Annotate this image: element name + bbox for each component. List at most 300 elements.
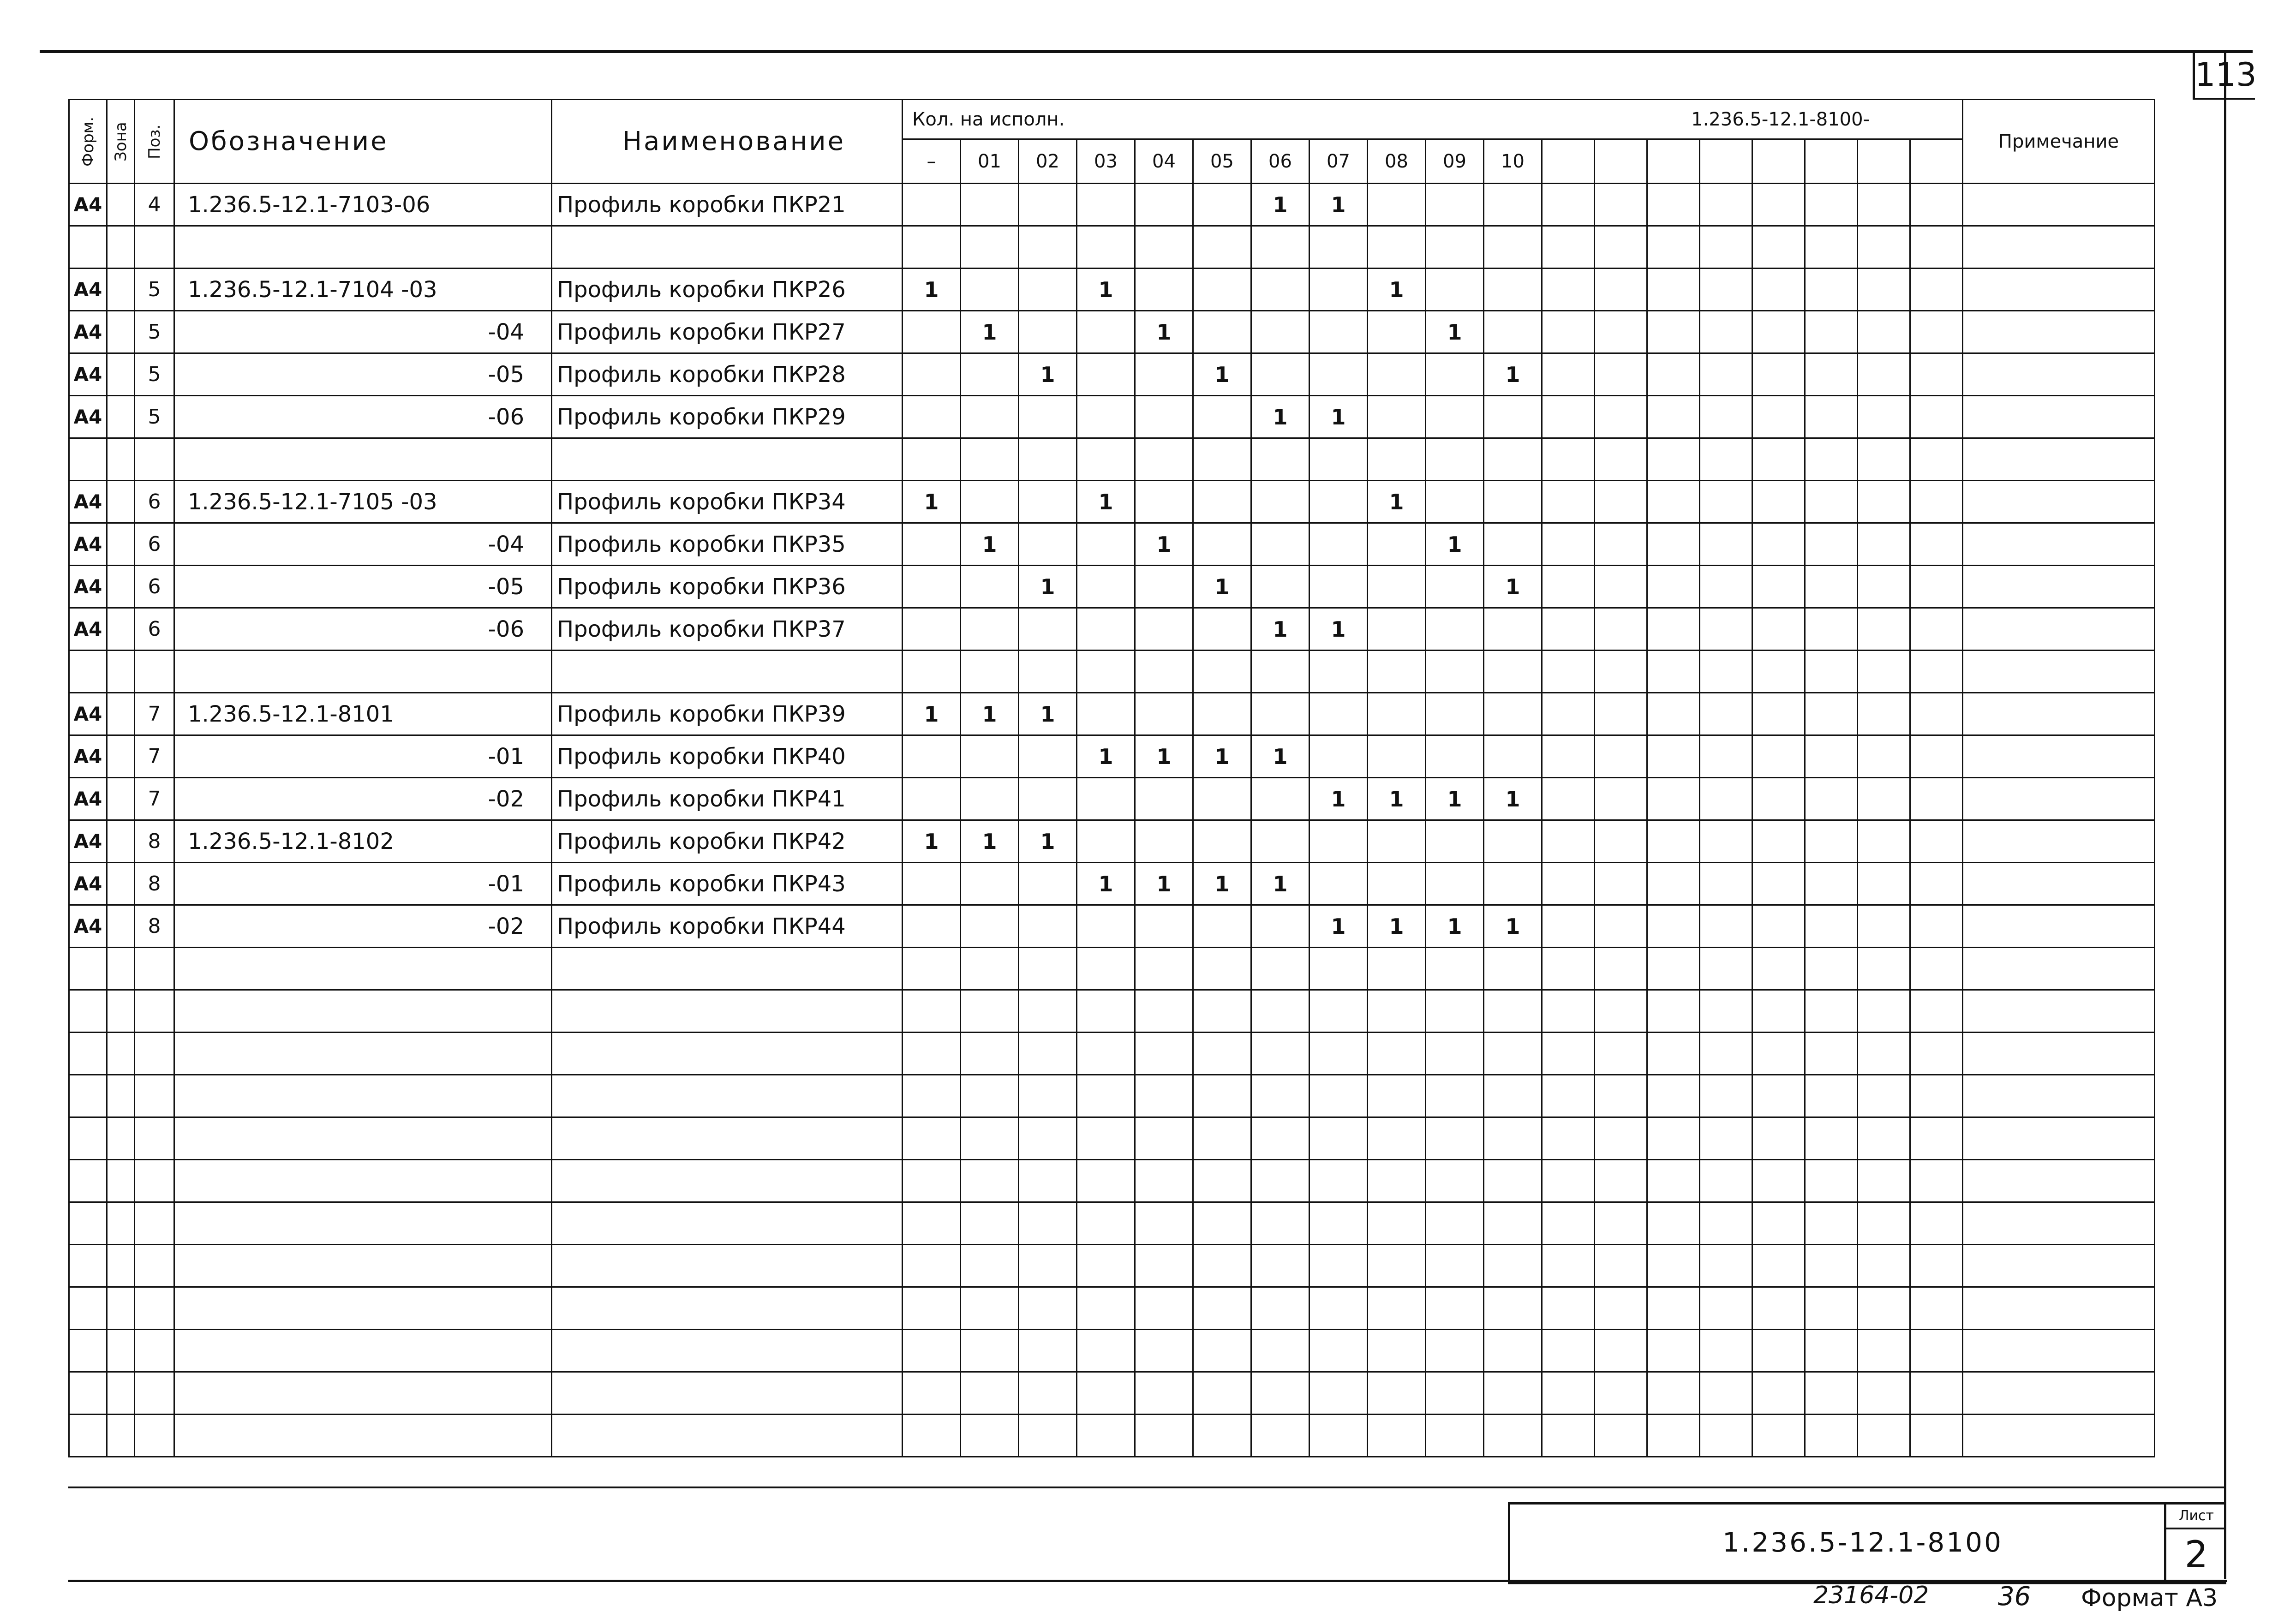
quantity-cell	[1368, 990, 1426, 1033]
quantity-cell	[1426, 1075, 1484, 1117]
designation-cell: -06	[174, 396, 552, 438]
quantity-cell	[1077, 1330, 1135, 1372]
quantity-cell	[1077, 566, 1135, 608]
spare-cell	[1595, 1033, 1647, 1075]
format-cell: А4	[69, 269, 107, 311]
quantity-cell	[1426, 863, 1484, 905]
zone-cell	[107, 1160, 135, 1202]
table-row	[69, 523, 2155, 566]
sheet-box	[2164, 1505, 2226, 1582]
spare-cell	[1910, 1117, 1963, 1160]
designation-cell: 1.236.5-12.1-8102	[174, 820, 552, 863]
spare-cell	[1647, 1415, 1700, 1457]
quantity-cell	[1368, 1160, 1426, 1202]
spare-column-header	[1858, 139, 1910, 184]
spare-cell	[1542, 1033, 1595, 1075]
format-cell: А4	[69, 820, 107, 863]
spare-cell	[1752, 311, 1805, 353]
table-row	[69, 693, 2155, 735]
spare-cell	[1647, 1330, 1700, 1372]
quantity-cell	[1251, 1075, 1309, 1117]
spare-cell	[1858, 1075, 1910, 1117]
quantity-cell: 1	[961, 693, 1019, 735]
note-cell	[1963, 608, 2155, 651]
quantity-cell: 1	[1309, 184, 1368, 226]
position-cell	[135, 1033, 174, 1075]
quantity-cell	[1309, 226, 1368, 269]
quantity-cell: 1	[1077, 735, 1135, 778]
format-cell: А4	[69, 863, 107, 905]
format-cell	[69, 990, 107, 1033]
spare-cell	[1752, 948, 1805, 990]
spare-cell	[1858, 226, 1910, 269]
quantity-cell	[1251, 1245, 1309, 1287]
quantity-cell	[1077, 1160, 1135, 1202]
spare-cell	[1858, 1287, 1910, 1330]
zone-cell	[107, 1415, 135, 1457]
quantity-cell	[1077, 1287, 1135, 1330]
quantity-cell	[1309, 1033, 1368, 1075]
quantity-cell	[1368, 353, 1426, 396]
name-cell	[552, 1033, 903, 1075]
position-cell: 7	[135, 778, 174, 820]
position-cell	[135, 1202, 174, 1245]
spare-column-header	[1542, 139, 1595, 184]
quantity-cell	[1019, 905, 1077, 948]
name-cell: Профиль коробки ПКР34	[552, 481, 903, 523]
format-cell: А4	[69, 481, 107, 523]
name-cell	[552, 1287, 903, 1330]
spare-cell	[1858, 1330, 1910, 1372]
table-row	[69, 1372, 2155, 1415]
spare-cell	[1910, 184, 1963, 226]
quantity-cell: 1	[1077, 863, 1135, 905]
table-row	[69, 566, 2155, 608]
quantity-cell	[1426, 735, 1484, 778]
sheet-number: 2	[2184, 1533, 2208, 1576]
position-cell	[135, 651, 174, 693]
quantity-cell	[903, 1330, 961, 1372]
spare-cell	[1647, 438, 1700, 481]
note-cell	[1963, 1330, 2155, 1372]
quantity-cell	[1251, 1202, 1309, 1245]
spare-cell	[1910, 948, 1963, 990]
designation-cell	[174, 1415, 552, 1457]
col-pos-header: Поз.	[135, 100, 174, 184]
name-cell	[552, 1202, 903, 1245]
designation-cell	[174, 226, 552, 269]
spare-cell	[1647, 735, 1700, 778]
name-cell: Профиль коробки ПКР29	[552, 396, 903, 438]
position-cell	[135, 1075, 174, 1117]
quantity-cell: 1	[1309, 905, 1368, 948]
spare-cell	[1752, 1160, 1805, 1202]
name-cell	[552, 948, 903, 990]
quantity-cell	[1135, 905, 1193, 948]
table-row	[69, 905, 2155, 948]
zone-cell	[107, 184, 135, 226]
spare-cell	[1910, 1075, 1963, 1117]
name-cell: Профиль коробки ПКР42	[552, 820, 903, 863]
table-row	[69, 1245, 2155, 1287]
position-cell: 6	[135, 608, 174, 651]
spare-cell	[1595, 1287, 1647, 1330]
quantity-cell	[1426, 396, 1484, 438]
spare-cell	[1700, 396, 1752, 438]
quantity-cell	[1077, 778, 1135, 820]
quantity-cell	[961, 269, 1019, 311]
quantity-cell	[1309, 863, 1368, 905]
quantity-cell	[961, 905, 1019, 948]
quantity-cell	[1135, 990, 1193, 1033]
format-cell: А4	[69, 693, 107, 735]
spare-cell	[1805, 396, 1858, 438]
name-cell: Профиль коробки ПКР44	[552, 905, 903, 948]
quantity-cell	[1193, 1330, 1251, 1372]
spare-cell	[1910, 905, 1963, 948]
quantity-cell: 1	[1309, 396, 1368, 438]
format-cell	[69, 1245, 107, 1287]
designation-cell: -04	[174, 523, 552, 566]
page-number: 113	[2195, 56, 2257, 94]
exec-column-header: 10	[1484, 139, 1542, 184]
quantity-cell	[1426, 438, 1484, 481]
quantity-cell	[1426, 651, 1484, 693]
spare-cell	[1542, 1245, 1595, 1287]
quantity-cell	[1251, 1415, 1309, 1457]
quantity-cell	[1077, 438, 1135, 481]
position-cell: 8	[135, 820, 174, 863]
format-cell	[69, 948, 107, 990]
name-cell: Профиль коробки ПКР41	[552, 778, 903, 820]
spare-cell	[1647, 226, 1700, 269]
quantity-cell	[1309, 438, 1368, 481]
quantity-cell	[1193, 481, 1251, 523]
designation-cell	[174, 1160, 552, 1202]
quantity-cell	[1135, 481, 1193, 523]
spare-cell	[1542, 396, 1595, 438]
quantity-cell: 1	[1135, 735, 1193, 778]
spare-cell	[1595, 311, 1647, 353]
spare-cell	[1542, 1372, 1595, 1415]
quantity-cell	[1484, 1160, 1542, 1202]
quantity-cell	[1309, 1287, 1368, 1330]
spare-cell	[1805, 948, 1858, 990]
quantity-cell	[1484, 1033, 1542, 1075]
quantity-cell	[1019, 948, 1077, 990]
quantity-cell	[903, 1287, 961, 1330]
quantity-cell	[1193, 1287, 1251, 1330]
quantity-cell	[1077, 311, 1135, 353]
quantity-cell	[1135, 1075, 1193, 1117]
position-cell: 7	[135, 693, 174, 735]
quantity-cell: 1	[1309, 778, 1368, 820]
quantity-cell	[1019, 396, 1077, 438]
position-cell	[135, 1117, 174, 1160]
quantity-cell	[903, 438, 961, 481]
designation-cell: -02	[174, 778, 552, 820]
spare-cell	[1910, 1415, 1963, 1457]
quantity-cell	[1019, 990, 1077, 1033]
format-cell: А4	[69, 523, 107, 566]
format-cell	[69, 1033, 107, 1075]
spare-cell	[1595, 820, 1647, 863]
spare-cell	[1910, 1033, 1963, 1075]
designation-cell	[174, 438, 552, 481]
quantity-cell: 1	[1251, 608, 1309, 651]
spare-cell	[1700, 311, 1752, 353]
quantity-cell	[1193, 990, 1251, 1033]
spare-cell	[1910, 396, 1963, 438]
quantity-cell	[1368, 438, 1426, 481]
table-row	[69, 735, 2155, 778]
spare-cell	[1542, 608, 1595, 651]
spare-cell	[1752, 1117, 1805, 1160]
quantity-cell	[1193, 948, 1251, 990]
designation-cell: 1.236.5-12.1-7105 -03	[174, 481, 552, 523]
spare-cell	[1858, 863, 1910, 905]
note-cell	[1963, 905, 2155, 948]
quantity-cell	[903, 566, 961, 608]
format-cell	[69, 1330, 107, 1372]
designation-cell	[174, 990, 552, 1033]
quantity-cell	[903, 905, 961, 948]
table-row	[69, 1075, 2155, 1117]
spare-cell	[1595, 1372, 1647, 1415]
quantity-cell	[1251, 1117, 1309, 1160]
note-cell	[1963, 735, 2155, 778]
quantity-cell	[1019, 1075, 1077, 1117]
quantity-cell	[903, 990, 961, 1033]
quantity-cell	[1368, 184, 1426, 226]
quantity-cell	[1368, 1372, 1426, 1415]
quantity-cell: 1	[1019, 820, 1077, 863]
designation-cell: -06	[174, 608, 552, 651]
spare-cell	[1542, 269, 1595, 311]
quantity-cell	[961, 566, 1019, 608]
quantity-cell	[1251, 990, 1309, 1033]
quantity-cell	[903, 184, 961, 226]
quantity-cell	[1309, 1372, 1368, 1415]
table-row	[69, 1117, 2155, 1160]
quantity-cell	[1019, 1415, 1077, 1457]
note-cell	[1963, 1117, 2155, 1160]
quantity-cell	[1193, 608, 1251, 651]
quantity-cell	[1019, 523, 1077, 566]
spare-cell	[1910, 269, 1963, 311]
position-cell: 5	[135, 353, 174, 396]
spare-cell	[1805, 438, 1858, 481]
spare-cell	[1805, 1117, 1858, 1160]
spare-cell	[1647, 1033, 1700, 1075]
quantity-cell	[961, 948, 1019, 990]
title-block	[1508, 1502, 2226, 1584]
quantity-cell: 1	[903, 269, 961, 311]
paper-format: Формат А3	[2081, 1584, 2218, 1612]
quantity-cell	[1251, 311, 1309, 353]
exec-column-header: 05	[1193, 139, 1251, 184]
spare-cell	[1647, 693, 1700, 735]
position-cell: 5	[135, 396, 174, 438]
name-cell	[552, 1245, 903, 1287]
specification-table	[68, 99, 2155, 1457]
table-row	[69, 1160, 2155, 1202]
format-cell	[69, 1372, 107, 1415]
quantity-cell	[903, 1075, 961, 1117]
table-row	[69, 990, 2155, 1033]
col-zone-header: Зона	[107, 100, 135, 184]
position-cell: 6	[135, 566, 174, 608]
spare-cell	[1700, 269, 1752, 311]
designation-cell: -01	[174, 863, 552, 905]
spare-cell	[1542, 1287, 1595, 1330]
quantity-cell	[1251, 1372, 1309, 1415]
spare-column-header	[1595, 139, 1647, 184]
spare-cell	[1542, 438, 1595, 481]
spare-cell	[1858, 1117, 1910, 1160]
quantity-cell	[1135, 438, 1193, 481]
table-row	[69, 820, 2155, 863]
spare-cell	[1647, 311, 1700, 353]
position-cell	[135, 438, 174, 481]
spare-cell	[1595, 1330, 1647, 1372]
exec-column-header: –	[903, 139, 961, 184]
quantity-cell	[961, 226, 1019, 269]
position-cell	[135, 226, 174, 269]
zone-cell	[107, 1245, 135, 1287]
spare-cell	[1700, 566, 1752, 608]
quantity-cell	[1019, 269, 1077, 311]
quantity-cell	[1368, 1330, 1426, 1372]
quantity-cell	[1309, 990, 1368, 1033]
spare-cell	[1805, 184, 1858, 226]
zone-cell	[107, 353, 135, 396]
quantity-cell	[1368, 1415, 1426, 1457]
note-cell	[1963, 651, 2155, 693]
format-cell	[69, 1075, 107, 1117]
table-row	[69, 863, 2155, 905]
quantity-cell	[1251, 226, 1309, 269]
col-name-header: Наименование	[552, 100, 903, 184]
spare-cell	[1647, 651, 1700, 693]
quantity-cell	[1251, 651, 1309, 693]
quantity-cell	[1426, 1372, 1484, 1415]
quantity-cell	[1309, 481, 1368, 523]
position-cell: 5	[135, 311, 174, 353]
table-row	[69, 1033, 2155, 1075]
table-row	[69, 353, 2155, 396]
quantity-cell	[903, 1117, 961, 1160]
quantity-cell	[1077, 1117, 1135, 1160]
spare-cell	[1858, 481, 1910, 523]
spare-cell	[1805, 1202, 1858, 1245]
quantity-cell	[1368, 1117, 1426, 1160]
spare-cell	[1647, 184, 1700, 226]
spare-cell	[1700, 693, 1752, 735]
spare-cell	[1910, 863, 1963, 905]
quantity-cell	[1251, 438, 1309, 481]
designation-cell	[174, 1372, 552, 1415]
spare-cell	[1647, 523, 1700, 566]
designation-cell	[174, 1075, 552, 1117]
quantity-cell	[903, 1245, 961, 1287]
zone-cell	[107, 778, 135, 820]
quantity-cell	[961, 1075, 1019, 1117]
spare-cell	[1595, 735, 1647, 778]
quantity-cell: 1	[1077, 269, 1135, 311]
quantity-cell	[1135, 353, 1193, 396]
spare-cell	[1858, 608, 1910, 651]
spare-column-header	[1910, 139, 1963, 184]
quantity-cell: 1	[1019, 693, 1077, 735]
quantity-cell	[903, 735, 961, 778]
table-row	[69, 1330, 2155, 1372]
spare-cell	[1910, 1202, 1963, 1245]
quantity-cell	[903, 1415, 961, 1457]
quantity-cell	[1426, 269, 1484, 311]
note-cell	[1963, 990, 2155, 1033]
spare-cell	[1752, 1330, 1805, 1372]
quantity-cell	[1135, 948, 1193, 990]
spare-cell	[1752, 863, 1805, 905]
spare-cell	[1858, 438, 1910, 481]
quantity-cell	[903, 353, 961, 396]
quantity-cell	[1309, 311, 1368, 353]
quantity-cell	[1251, 566, 1309, 608]
quantity-cell	[1368, 735, 1426, 778]
spare-cell	[1700, 1415, 1752, 1457]
table-row	[69, 1202, 2155, 1245]
quantity-cell	[1426, 1415, 1484, 1457]
zone-cell	[107, 948, 135, 990]
spare-cell	[1647, 1075, 1700, 1117]
quantity-cell: 1	[1019, 566, 1077, 608]
spare-cell	[1752, 1075, 1805, 1117]
quantity-cell	[1426, 990, 1484, 1033]
spare-cell	[1805, 269, 1858, 311]
quantity-cell	[1019, 1287, 1077, 1330]
spare-cell	[1595, 396, 1647, 438]
quantity-cell	[1426, 566, 1484, 608]
spare-cell	[1752, 353, 1805, 396]
quantity-cell	[1484, 311, 1542, 353]
quantity-cell	[1193, 693, 1251, 735]
quantity-cell	[1193, 820, 1251, 863]
spare-cell	[1595, 990, 1647, 1033]
quantity-cell	[1019, 608, 1077, 651]
table-row	[69, 1415, 2155, 1457]
quantity-cell	[1368, 1245, 1426, 1287]
zone-cell	[107, 1372, 135, 1415]
quantity-cell	[903, 1202, 961, 1245]
name-cell: Профиль коробки ПКР40	[552, 735, 903, 778]
quantity-cell	[1309, 353, 1368, 396]
format-cell: А4	[69, 778, 107, 820]
spare-cell	[1647, 608, 1700, 651]
quantity-cell	[1193, 1202, 1251, 1245]
spare-column-header	[1805, 139, 1858, 184]
quantity-cell	[1426, 1245, 1484, 1287]
quantity-cell	[1251, 1330, 1309, 1372]
spare-cell	[1647, 396, 1700, 438]
table-row	[69, 396, 2155, 438]
quantity-cell	[1309, 1075, 1368, 1117]
spare-cell	[1595, 481, 1647, 523]
note-cell	[1963, 226, 2155, 269]
spare-cell	[1542, 948, 1595, 990]
quantity-cell	[1251, 948, 1309, 990]
quantity-cell	[1077, 184, 1135, 226]
